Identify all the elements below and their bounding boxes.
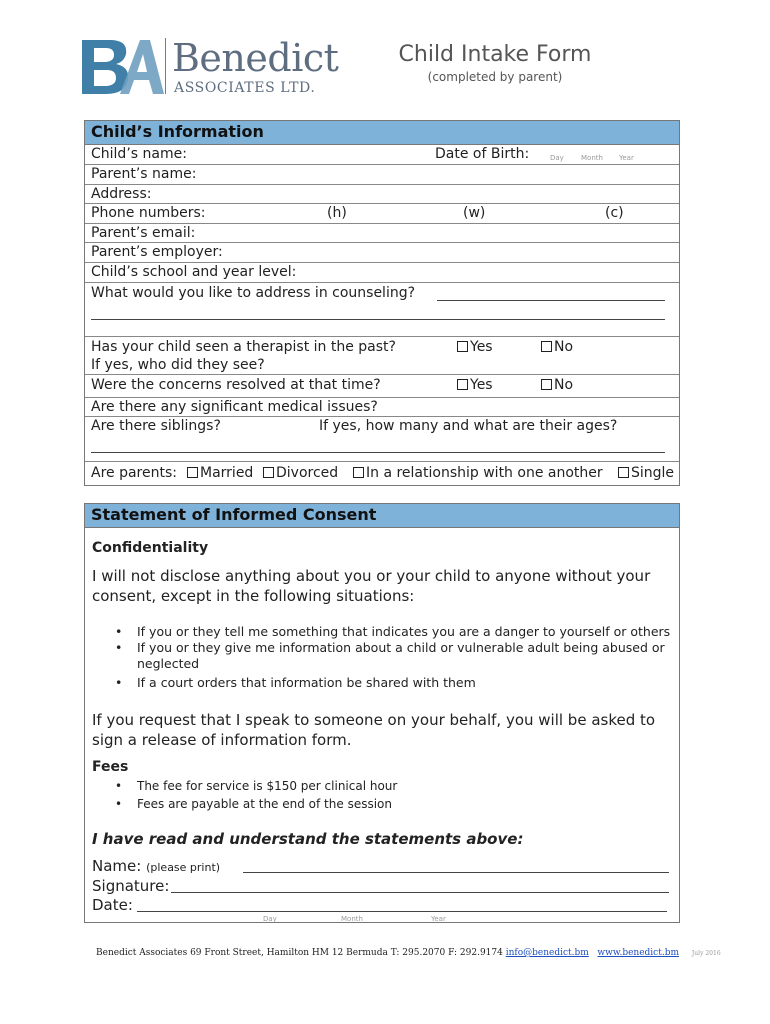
medical-row[interactable] — [85, 398, 679, 417]
counseling-row[interactable] — [85, 283, 679, 337]
signature-field[interactable] — [92, 877, 169, 895]
counseling-line-2 — [91, 319, 665, 320]
relationship-option[interactable]: In a relationship with one another — [353, 465, 603, 481]
phone-work-label: (w) — [463, 205, 486, 221]
fees-heading: Fees — [92, 759, 129, 775]
form-title: Child Intake Form — [398, 42, 592, 67]
counseling-label: What would you like to address in counseling? — [91, 285, 416, 301]
checkbox-icon[interactable] — [353, 467, 364, 478]
date-line[interactable] — [137, 911, 667, 912]
informed-consent-section: Statement of Informed Consent Confidentiality I will not disclose anything about you or your child to anyone without your consent, except in the following situations: • If you or they tell me something that indicates you are a danger to yourself or others • If you or they give me information about a child or vulnerable adult being abused or neglected • If a court orders that information be shared with them If you request that I speak to someone on your behalf, you will be asked to sign a release of information form. Fees • The fee for service is $150 per clinical hour • Fees are payable at the end of the session I have read and understand the statements above: Name: (please print) Signature: Date: Day Month Year — [84, 503, 680, 923]
checkbox-icon[interactable] — [263, 467, 274, 478]
signature-label: Signature: — [92, 877, 170, 895]
phone-row[interactable] — [85, 204, 679, 224]
checkbox-icon[interactable] — [618, 467, 629, 478]
address-label: Address: — [91, 186, 152, 202]
page-footer — [96, 948, 721, 958]
signature-line[interactable] — [171, 892, 669, 893]
dob-day-hint: Day — [550, 154, 564, 162]
name-line[interactable] — [243, 872, 669, 873]
dob-year-hint: Year — [619, 154, 634, 162]
date-field[interactable] — [92, 896, 133, 914]
email-row[interactable] — [85, 224, 679, 243]
ba-monogram-icon — [80, 36, 164, 96]
child-information-heading: Child’s Information — [85, 121, 679, 145]
company-logo — [80, 36, 339, 96]
therapist-row[interactable] — [85, 337, 679, 375]
name-label: Name: — [92, 857, 142, 875]
confidentiality-heading: Confidentiality — [92, 540, 209, 556]
child-information-section — [84, 120, 680, 486]
parents-name-label: Parent’s name: — [91, 166, 197, 182]
email-label: Parent’s email: — [91, 225, 196, 241]
siblings-line — [91, 452, 665, 453]
siblings-row[interactable] — [85, 417, 679, 462]
footer-email-link[interactable]: info@benedict.bm — [505, 948, 589, 958]
bullet-icon: • — [115, 675, 123, 690]
dob-month-hint: Month — [581, 154, 603, 162]
married-option[interactable]: Married — [187, 465, 253, 481]
logo-subtitle: ASSOCIATES LTD. — [174, 80, 316, 96]
name-field[interactable] — [92, 857, 220, 875]
siblings-ages-label: If yes, how many and what are their ages? — [319, 418, 618, 434]
parents-status-label: Are parents: — [91, 465, 177, 481]
resolved-row[interactable] — [85, 375, 679, 398]
bullet-icon: • — [115, 779, 123, 793]
checkbox-icon[interactable] — [187, 467, 198, 478]
form-subtitle: (completed by parent) — [427, 70, 563, 84]
confidentiality-intro: I will not disclose anything about you or your child to anyone without your consent, except in the following situations: — [92, 567, 651, 605]
footer-website-link[interactable]: www.benedict.bm — [597, 948, 679, 958]
footer-address: Benedict Associates 69 Front Street, Hamilton HM 12 Bermuda T: 295.2070 F: 292.9174 — [96, 948, 503, 958]
checkbox-icon[interactable] — [457, 341, 468, 352]
siblings-label: Are there siblings? — [91, 418, 221, 434]
employer-row[interactable] — [85, 243, 679, 263]
counseling-line — [437, 300, 665, 301]
divorced-option[interactable]: Divorced — [263, 465, 338, 481]
logo-brand: Benedict — [172, 36, 339, 80]
school-label: Child’s school and year level: — [91, 264, 297, 280]
dob-label: Date of Birth: — [435, 146, 530, 162]
parents-name-row[interactable] — [85, 165, 679, 185]
phone-home-label: (h) — [327, 205, 347, 221]
resolved-yes-option[interactable]: Yes — [457, 377, 493, 393]
acknowledgement-heading: I have read and understand the statements above: — [92, 830, 524, 848]
date-year-hint: Year — [431, 915, 446, 923]
footer-date: July 2016 — [691, 950, 721, 957]
address-row[interactable] — [85, 185, 679, 204]
date-day-hint: Day — [263, 915, 277, 923]
release-paragraph: If you request that I speak to someone on your behalf, you will be asked to sign a release of information form. — [92, 711, 656, 749]
school-row[interactable] — [85, 263, 679, 283]
medical-label: Are there any significant medical issues? — [91, 399, 378, 415]
date-label: Date: — [92, 896, 133, 914]
name-hint: (please print) — [146, 861, 221, 874]
therapist-no-option[interactable]: No — [541, 339, 573, 355]
bullet-icon: • — [115, 640, 123, 655]
employer-label: Parent’s employer: — [91, 244, 223, 260]
phone-label: Phone numbers: — [91, 205, 206, 221]
resolved-no-option[interactable]: No — [541, 377, 573, 393]
informed-consent-heading: Statement of Informed Consent — [85, 504, 679, 528]
resolved-label: Were the concerns resolved at that time? — [91, 377, 381, 393]
therapist-label: Has your child seen a therapist in the past? — [91, 339, 396, 355]
date-month-hint: Month — [341, 915, 363, 923]
who-label: If yes, who did they see? — [91, 357, 265, 373]
parents-status-row[interactable] — [85, 462, 679, 486]
checkbox-icon[interactable] — [457, 379, 468, 390]
single-option[interactable]: Single — [618, 465, 674, 481]
checkbox-icon[interactable] — [541, 341, 552, 352]
bullet-icon: • — [115, 624, 123, 639]
phone-cell-label: (c) — [605, 205, 624, 221]
bullet-icon: • — [115, 797, 123, 811]
childs-name-label: Child’s name: — [91, 146, 187, 162]
childs-name-row[interactable] — [85, 145, 679, 165]
checkbox-icon[interactable] — [541, 379, 552, 390]
therapist-yes-option[interactable]: Yes — [457, 339, 493, 355]
